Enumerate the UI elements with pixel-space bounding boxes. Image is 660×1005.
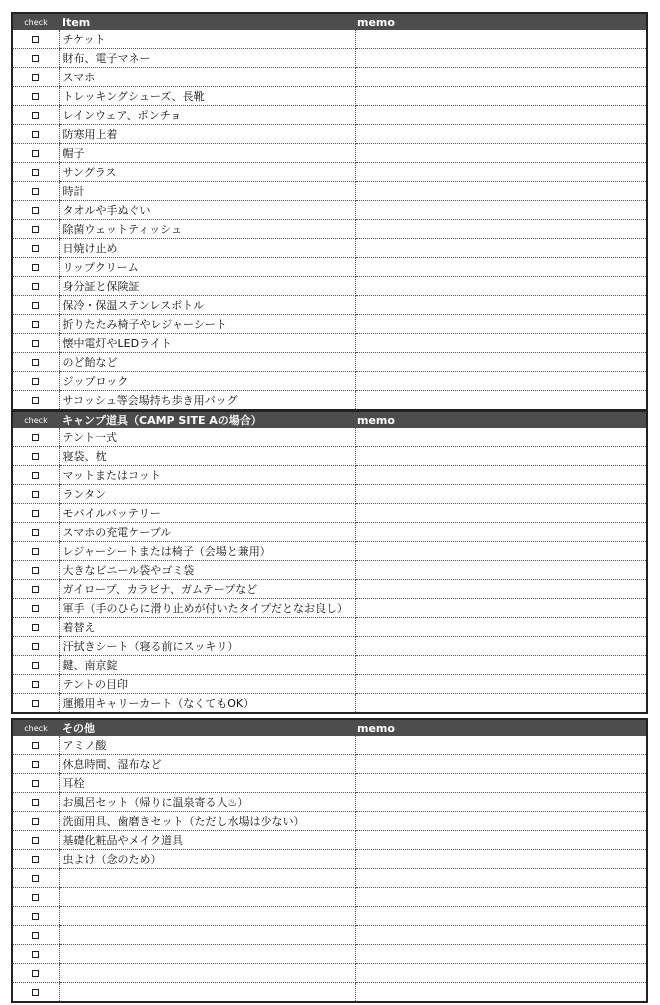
table-row [13, 428, 646, 447]
item-cell[interactable]: リップクリーム [59, 258, 355, 277]
check-cell [13, 736, 59, 755]
item-cell[interactable]: 保冷・保温ステンレスボトル [59, 296, 355, 315]
table-row [13, 656, 646, 675]
memo-cell[interactable] [355, 618, 646, 637]
header-row [13, 14, 646, 30]
table-row [13, 964, 646, 983]
checkbox[interactable] [32, 150, 39, 157]
table-row [13, 30, 646, 49]
memo-cell[interactable] [355, 296, 646, 315]
item-cell[interactable]: サングラス [59, 163, 355, 182]
checkbox[interactable] [32, 283, 39, 290]
table-row [13, 774, 646, 793]
checkbox[interactable] [32, 780, 39, 787]
check-cell [13, 542, 59, 561]
checkbox[interactable] [32, 491, 39, 498]
checkbox[interactable] [32, 643, 39, 650]
checkbox[interactable] [32, 188, 39, 195]
memo-cell[interactable] [355, 983, 646, 1002]
memo-cell[interactable] [355, 964, 646, 983]
check-cell [13, 907, 59, 926]
checkbox[interactable] [32, 245, 39, 252]
check-cell [13, 353, 59, 372]
table-row [13, 201, 646, 220]
memo-cell[interactable] [355, 428, 646, 447]
check-cell [13, 850, 59, 869]
item-cell[interactable]: ジップロック [59, 372, 355, 391]
check-cell [13, 49, 59, 68]
memo-cell[interactable] [355, 372, 646, 391]
table-row [13, 542, 646, 561]
checkbox[interactable] [32, 894, 39, 901]
item-cell[interactable]: スマホの充電ケーブル [59, 523, 355, 542]
table-row [13, 372, 646, 391]
checkbox[interactable] [32, 700, 39, 707]
check-cell [13, 637, 59, 656]
memo-cell[interactable] [355, 675, 646, 694]
item-cell[interactable] [59, 907, 355, 926]
column-header-item: Item [59, 14, 355, 30]
item-cell[interactable]: サコッシュ等会場持ち歩き用バッグ [59, 391, 355, 410]
memo-cell[interactable] [355, 144, 646, 163]
memo-cell[interactable] [355, 599, 646, 618]
item-cell[interactable]: 財布、電子マネー [59, 49, 355, 68]
check-cell [13, 372, 59, 391]
table-row [13, 736, 646, 755]
checkbox[interactable] [32, 989, 39, 996]
table-row [13, 755, 646, 774]
item-cell[interactable]: 虫よけ（念のため） [59, 850, 355, 869]
memo-cell[interactable] [355, 106, 646, 125]
item-cell[interactable]: スマホ [59, 68, 355, 87]
checkbox[interactable] [32, 624, 39, 631]
item-cell[interactable]: 懐中電灯やLEDライト [59, 334, 355, 353]
item-cell[interactable]: 除菌ウェットティッシュ [59, 220, 355, 239]
memo-cell[interactable] [355, 277, 646, 296]
memo-cell[interactable] [355, 580, 646, 599]
memo-cell[interactable] [355, 258, 646, 277]
table-row [13, 637, 646, 656]
checkbox[interactable] [32, 662, 39, 669]
memo-cell[interactable] [355, 812, 646, 831]
memo-cell[interactable] [355, 542, 646, 561]
column-header-item: キャンプ道具（CAMP SITE Aの場合） [59, 412, 355, 428]
item-cell[interactable] [59, 964, 355, 983]
table-row [13, 580, 646, 599]
checklist-table [13, 720, 646, 1001]
item-cell[interactable]: 運搬用キャリーカート（なくてもOK） [59, 694, 355, 713]
item-cell[interactable] [59, 888, 355, 907]
table-row [13, 106, 646, 125]
item-cell[interactable]: レインウェア、ポンチョ [59, 106, 355, 125]
item-cell[interactable]: レジャーシートまたは椅子（会場と兼用） [59, 542, 355, 561]
item-cell[interactable]: アミノ酸 [59, 736, 355, 755]
header-row [13, 720, 646, 736]
checkbox[interactable] [32, 761, 39, 768]
checkbox[interactable] [32, 74, 39, 81]
check-cell [13, 447, 59, 466]
table-row [13, 125, 646, 144]
memo-cell[interactable] [355, 239, 646, 258]
column-header-memo: memo [355, 412, 646, 428]
check-cell [13, 258, 59, 277]
memo-cell[interactable] [355, 504, 646, 523]
item-cell[interactable]: 時計 [59, 182, 355, 201]
item-cell[interactable]: 軍手（手のひらに滑り止めが付いたタイプだとなお良し） [59, 599, 355, 618]
item-cell[interactable]: テント一式 [59, 428, 355, 447]
item-cell[interactable]: 帽子 [59, 144, 355, 163]
checkbox[interactable] [32, 55, 39, 62]
check-cell [13, 580, 59, 599]
item-cell[interactable]: 洗面用具、歯磨きセット（ただし水場は少ない） [59, 812, 355, 831]
table-row [13, 850, 646, 869]
item-cell[interactable]: 防寒用上着 [59, 125, 355, 144]
check-cell [13, 466, 59, 485]
item-cell[interactable]: 日焼け止め [59, 239, 355, 258]
checkbox[interactable] [32, 321, 39, 328]
checkbox[interactable] [32, 913, 39, 920]
memo-cell[interactable] [355, 523, 646, 542]
check-cell [13, 30, 59, 49]
column-header-check: check [13, 14, 59, 30]
item-cell[interactable]: トレッキングシューズ、長靴 [59, 87, 355, 106]
checkbox[interactable] [32, 169, 39, 176]
check-cell [13, 163, 59, 182]
item-cell[interactable]: 寝袋、枕 [59, 447, 355, 466]
check-cell [13, 182, 59, 201]
checkbox[interactable] [32, 131, 39, 138]
checkbox[interactable] [32, 932, 39, 939]
table-row [13, 296, 646, 315]
check-cell [13, 201, 59, 220]
memo-cell[interactable] [355, 220, 646, 239]
check-cell [13, 106, 59, 125]
check-cell [13, 656, 59, 675]
item-cell[interactable]: 基礎化粧品やメイク道具 [59, 831, 355, 850]
check-cell [13, 926, 59, 945]
memo-cell[interactable] [355, 334, 646, 353]
memo-cell[interactable] [355, 831, 646, 850]
memo-cell[interactable] [355, 736, 646, 755]
table-row [13, 504, 646, 523]
table-row [13, 812, 646, 831]
check-cell [13, 277, 59, 296]
table-row [13, 277, 646, 296]
check-cell [13, 296, 59, 315]
item-cell[interactable]: 身分証と保険証 [59, 277, 355, 296]
item-cell[interactable]: 汗拭きシート（寝る前にスッキリ） [59, 637, 355, 656]
checkbox[interactable] [32, 799, 39, 806]
memo-cell[interactable] [355, 466, 646, 485]
checkbox[interactable] [32, 93, 39, 100]
memo-cell[interactable] [355, 926, 646, 945]
memo-cell[interactable] [355, 201, 646, 220]
item-cell[interactable] [59, 926, 355, 945]
memo-cell[interactable] [355, 656, 646, 675]
checkbox[interactable] [32, 340, 39, 347]
check-cell [13, 983, 59, 1002]
checkbox[interactable] [32, 36, 39, 43]
memo-cell[interactable] [355, 163, 646, 182]
check-cell [13, 315, 59, 334]
item-cell[interactable]: タオルや手ぬぐい [59, 201, 355, 220]
check-cell [13, 599, 59, 618]
checkbox[interactable] [32, 605, 39, 612]
column-header-memo: memo [355, 14, 646, 30]
memo-cell[interactable] [355, 888, 646, 907]
check-cell [13, 755, 59, 774]
checklist-table [13, 412, 646, 712]
check-cell [13, 831, 59, 850]
checkbox[interactable] [32, 264, 39, 271]
item-cell[interactable]: 大きなビニール袋やゴミ袋 [59, 561, 355, 580]
checkbox[interactable] [32, 302, 39, 309]
checkbox[interactable] [32, 472, 39, 479]
memo-cell[interactable] [355, 907, 646, 926]
checkbox[interactable] [32, 875, 39, 882]
column-header-item: その他 [59, 720, 355, 736]
checkbox[interactable] [32, 378, 39, 385]
memo-cell[interactable] [355, 869, 646, 888]
item-cell[interactable] [59, 983, 355, 1002]
table-row [13, 945, 646, 964]
table-row [13, 182, 646, 201]
item-cell[interactable] [59, 945, 355, 964]
memo-cell[interactable] [355, 87, 646, 106]
checkbox[interactable] [32, 567, 39, 574]
memo-cell[interactable] [355, 315, 646, 334]
item-cell[interactable]: ランタン [59, 485, 355, 504]
memo-cell[interactable] [355, 68, 646, 87]
table-row [13, 49, 646, 68]
memo-cell[interactable] [355, 793, 646, 812]
memo-cell[interactable] [355, 125, 646, 144]
checkbox[interactable] [32, 434, 39, 441]
checkbox[interactable] [32, 742, 39, 749]
table-row [13, 618, 646, 637]
memo-cell[interactable] [355, 561, 646, 580]
memo-cell[interactable] [355, 850, 646, 869]
table-row [13, 220, 646, 239]
check-cell [13, 87, 59, 106]
checkbox[interactable] [32, 529, 39, 536]
memo-cell[interactable] [355, 694, 646, 713]
memo-cell[interactable] [355, 774, 646, 793]
item-cell[interactable]: のど飴など [59, 353, 355, 372]
memo-cell[interactable] [355, 49, 646, 68]
column-header-memo: memo [355, 720, 646, 736]
checklist-section-other [11, 718, 648, 1003]
check-cell [13, 523, 59, 542]
checkbox[interactable] [32, 226, 39, 233]
checkbox[interactable] [32, 837, 39, 844]
checkbox[interactable] [32, 681, 39, 688]
table-row [13, 561, 646, 580]
table-row [13, 831, 646, 850]
check-cell [13, 220, 59, 239]
table-row [13, 793, 646, 812]
table-row [13, 675, 646, 694]
check-cell [13, 239, 59, 258]
checkbox[interactable] [32, 970, 39, 977]
check-cell [13, 125, 59, 144]
memo-cell[interactable] [355, 30, 646, 49]
check-cell [13, 68, 59, 87]
table-row [13, 391, 646, 410]
item-cell[interactable] [59, 869, 355, 888]
table-row [13, 907, 646, 926]
table-row [13, 888, 646, 907]
item-cell[interactable]: 折りたたみ椅子やレジャーシート [59, 315, 355, 334]
table-row [13, 315, 646, 334]
item-cell[interactable]: モバイルバッテリー [59, 504, 355, 523]
checkbox[interactable] [32, 586, 39, 593]
item-cell[interactable]: ガイロープ、カラビナ、ガムテープなど [59, 580, 355, 599]
table-row [13, 466, 646, 485]
checklist-section-items [11, 12, 648, 411]
check-cell [13, 869, 59, 888]
check-cell [13, 144, 59, 163]
checkbox[interactable] [32, 359, 39, 366]
check-cell [13, 888, 59, 907]
check-cell [13, 618, 59, 637]
table-row [13, 523, 646, 542]
table-row [13, 485, 646, 504]
check-cell [13, 812, 59, 831]
table-row [13, 144, 646, 163]
checkbox[interactable] [32, 207, 39, 214]
check-cell [13, 964, 59, 983]
check-cell [13, 694, 59, 713]
checkbox[interactable] [32, 818, 39, 825]
item-cell[interactable]: テントの目印 [59, 675, 355, 694]
memo-cell[interactable] [355, 447, 646, 466]
table-row [13, 258, 646, 277]
checklist-section-camp-gear [11, 410, 648, 714]
column-header-check: check [13, 412, 59, 428]
header-row [13, 412, 646, 428]
memo-cell[interactable] [355, 353, 646, 372]
memo-cell[interactable] [355, 485, 646, 504]
checkbox[interactable] [32, 112, 39, 119]
memo-cell[interactable] [355, 755, 646, 774]
item-cell[interactable]: 耳栓 [59, 774, 355, 793]
checkbox[interactable] [32, 510, 39, 517]
checklist-table [13, 14, 646, 409]
check-cell [13, 561, 59, 580]
table-row [13, 447, 646, 466]
memo-cell[interactable] [355, 637, 646, 656]
memo-cell[interactable] [355, 945, 646, 964]
item-cell[interactable]: チケット [59, 30, 355, 49]
check-cell [13, 428, 59, 447]
checkbox[interactable] [32, 397, 39, 404]
table-row [13, 334, 646, 353]
table-row [13, 983, 646, 1002]
item-cell[interactable]: お風呂セット（帰りに温泉寄る人♨） [59, 793, 355, 812]
check-cell [13, 485, 59, 504]
table-row [13, 926, 646, 945]
item-cell[interactable]: マットまたはコット [59, 466, 355, 485]
item-cell[interactable]: 鍵、南京錠 [59, 656, 355, 675]
checkbox[interactable] [32, 856, 39, 863]
table-row [13, 163, 646, 182]
table-row [13, 869, 646, 888]
table-row [13, 694, 646, 713]
item-cell[interactable]: 着替え [59, 618, 355, 637]
check-cell [13, 774, 59, 793]
table-row [13, 353, 646, 372]
checkbox[interactable] [32, 951, 39, 958]
check-cell [13, 945, 59, 964]
table-row [13, 599, 646, 618]
checkbox[interactable] [32, 453, 39, 460]
memo-cell[interactable] [355, 182, 646, 201]
table-row [13, 239, 646, 258]
memo-cell[interactable] [355, 391, 646, 410]
check-cell [13, 793, 59, 812]
check-cell [13, 675, 59, 694]
check-cell [13, 391, 59, 410]
check-cell [13, 504, 59, 523]
table-row [13, 68, 646, 87]
table-row [13, 87, 646, 106]
column-header-check: check [13, 720, 59, 736]
check-cell [13, 334, 59, 353]
checkbox[interactable] [32, 548, 39, 555]
item-cell[interactable]: 休息時間、湿布など [59, 755, 355, 774]
